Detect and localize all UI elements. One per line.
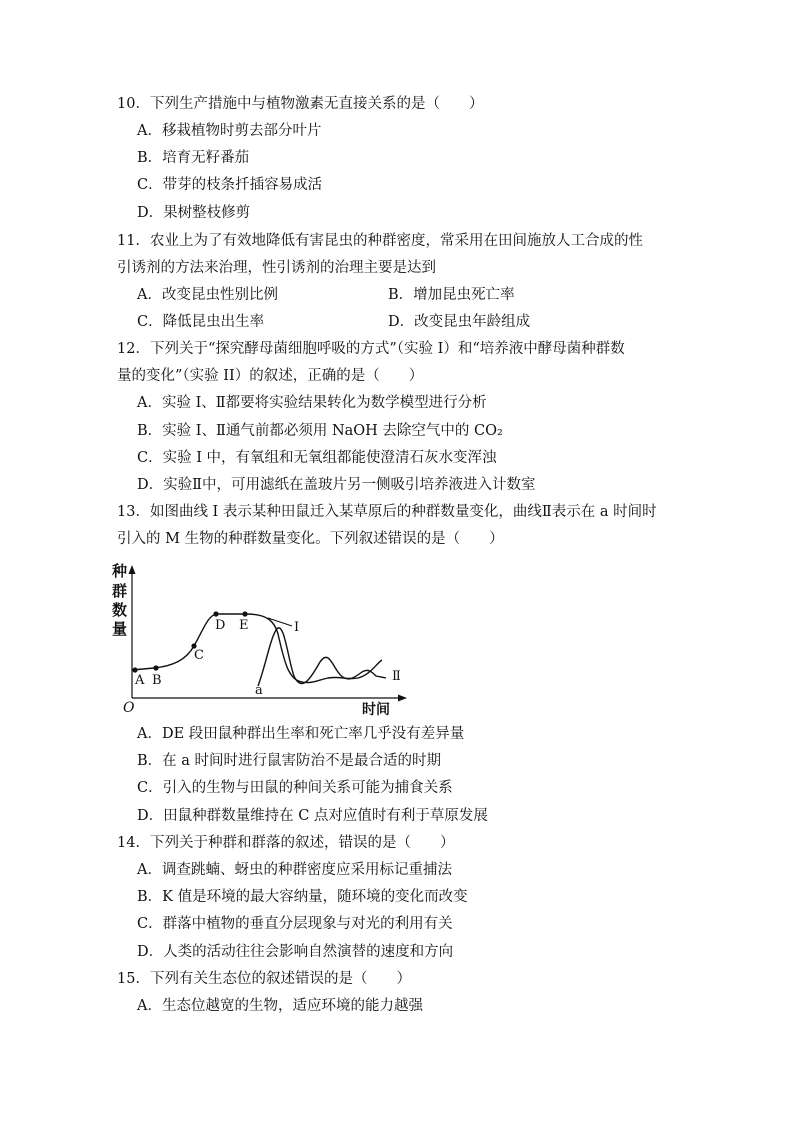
y-axis-arrow [129, 565, 136, 574]
point-b-label: B [152, 673, 162, 688]
q12-option-a: A．实验 I、Ⅱ都要将实验结果转化为数学模型进行分析 [137, 395, 487, 411]
y-axis-label-char2: 群 [112, 582, 128, 600]
x-axis-arrow [398, 695, 407, 702]
q11-option-d: D．改变昆虫年龄组成 [388, 314, 531, 330]
q13-option-a: A．DE 段田鼠种群出生率和死亡率几乎没有差异量 [137, 726, 465, 742]
q13-option-c: C．引入的生物与田鼠的种间关系可能为捕食关系 [137, 780, 453, 796]
y-axis-label-char3: 数 [112, 601, 128, 619]
q12-stem-line2: 量的变化”（实验 II）的叙述，正确的是（ ） [117, 368, 424, 384]
q11-stem-line1: 11．农业上为了有效地降低有害昆虫的种群密度，常采用在田间施放人工合成的性 [117, 233, 643, 249]
point-d [213, 611, 218, 616]
curve-i-label: I [294, 620, 300, 635]
curve-i [132, 614, 382, 683]
q14-option-c: C．群落中植物的垂直分层现象与对光的利用有关 [137, 916, 453, 932]
q14-option-a: A．调查跳蝻、蚜虫的种群密度应采用标记重捕法 [137, 862, 452, 878]
q14-option-b: B．K 值是环境的最大容纳量，随环境的变化而改变 [137, 889, 468, 905]
q13-option-d: D．田鼠种群数量维持在 C 点对应值时有利于草原发展 [137, 808, 488, 824]
x-axis-label: 时间 [362, 702, 390, 718]
q12-option-b: B．实验 I、Ⅱ通气前都必须用 NaOH 去除空气中的 CO₂ [137, 423, 503, 439]
q15-stem: 15．下列有关生态位的叙述错误的是（ ） [117, 971, 411, 987]
q14-stem: 14．下列关于种群和群落的叙述，错误的是（ ） [117, 835, 455, 851]
point-a-label: A [135, 673, 145, 688]
y-axis-label-char4: 量 [112, 620, 128, 638]
curve-ii [258, 628, 386, 686]
q13-stem-line1: 13．如图曲线 I 表示某种田鼠迁入某草原后的种群数量变化，曲线Ⅱ表示在 a 时间时 [117, 504, 657, 520]
q10-option-b: B．培育无籽番茄 [137, 150, 250, 166]
q10-option-d: D．果树整枝修剪 [137, 205, 251, 221]
point-b [153, 665, 158, 670]
q15-option-a: A．生态位越宽的生物，适应环境的能力越强 [137, 998, 423, 1014]
time-a-label: a [255, 683, 263, 698]
q14-option-d: D．人类的活动往往会影响自然演替的速度和方向 [137, 944, 454, 960]
q11-option-c: C．降低昆虫出生率 [137, 314, 265, 330]
q11-option-b: B．增加昆虫死亡率 [388, 287, 515, 303]
q13-option-b: B．在 a 时间时进行鼠害防治不是最合适的时期 [137, 753, 442, 769]
q12-option-d: D．实验Ⅱ中，可用滤纸在盖玻片另一侧吸引培养液进入计数室 [137, 477, 536, 493]
q10-stem: 10．下列生产措施中与植物激素无直接关系的是（ ） [117, 96, 484, 112]
origin-label: O [123, 700, 135, 716]
q10-option-a: A．移栽植物时剪去部分叶片 [137, 123, 322, 139]
point-c-label: C [194, 648, 204, 663]
q11-option-a: A．改变昆虫性别比例 [137, 287, 278, 303]
q12-option-c: C．实验 I 中，有氧组和无氧组都能使澄清石灰水变浑浊 [137, 450, 497, 466]
point-e [242, 611, 247, 616]
point-a [132, 667, 137, 672]
point-e-label: E [239, 618, 249, 633]
population-curve-figure [112, 560, 418, 720]
q11-stem-line2: 引诱剂的方法来治理，性引诱剂的治理主要是达到 [117, 260, 436, 276]
y-axis-label-char1: 种 [112, 562, 128, 580]
curve-ii-label: Ⅱ [392, 669, 401, 684]
q10-option-c: C．带芽的枝条扦插容易成活 [137, 177, 323, 193]
q13-stem-line2: 引入的 M 生物的种群数量变化。下列叙述错误的是（ ） [117, 531, 504, 547]
point-d-label: D [215, 618, 226, 633]
q12-stem-line1: 12．下列关于“探究酵母菌细胞呼吸的方式”（实验 I）和“培养液中酵母菌种群数 [117, 341, 625, 357]
